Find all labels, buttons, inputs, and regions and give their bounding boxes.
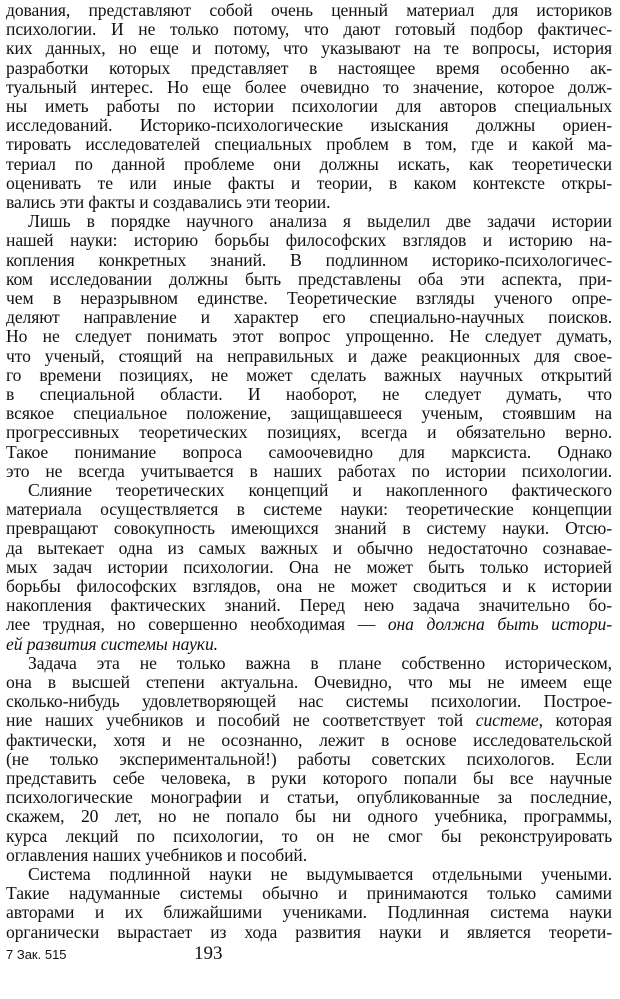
- text-run: ние наших учебников и пособий не соответствует той: [6, 710, 476, 731]
- text-line: борьбы философских взглядов, она не может сводиться и к истории: [6, 576, 612, 596]
- text-line: ком исследовании должны быть представлены оба эти аспекта, при-: [6, 268, 612, 289]
- text-line: Такие надуманные системы обычно и принимаются только самими: [6, 883, 612, 904]
- text-line: териал по данной проблеме они должны искать, как теоретически: [6, 153, 612, 174]
- text-line: фактически, хотя и не осознанно, лежит в основе исследовательской: [6, 729, 612, 750]
- paragraph-start-line: Система подлинной науки не выдумывается отдельными учеными.: [28, 864, 612, 884]
- book-page: [6, 0, 612, 999]
- text-line: исследований. Историко-психологические изыскания должны ориен-: [6, 115, 612, 136]
- text-line: вались эти факты и создавались эти теории.: [6, 192, 331, 212]
- text-line: Такое понимание вопроса самоочевидно для марксиста. Однако: [6, 441, 612, 462]
- text-line: психологии. И не только потому, что дают готовый подбор фактичес-: [6, 19, 612, 40]
- text-line: ких данных, но еще и потому, что указывают на те вопросы, история: [6, 38, 612, 59]
- text-line: органически вырастает из хода развития науки и является теорети-: [6, 921, 612, 942]
- text-line: ны иметь работы по истории психологии для авторов специальных: [6, 96, 612, 116]
- text-line: (не только экспериментальной!) работы советских психологов. Если: [6, 748, 612, 769]
- text-line: [6, 614, 612, 634]
- text-line: сколько-нибудь удовлетворяющей нас системы психологии. Построе-: [6, 691, 612, 712]
- text-line: нашей науки: историю борьбы философских взглядов и историю на-: [6, 230, 612, 251]
- text-run: лее трудная, но совершенно необходимая —: [6, 614, 388, 635]
- text-line: накопления фактических знаний. Перед нею задача значительно бо-: [6, 595, 612, 616]
- text-line: курса лекций по психологии, то он не смог бы реконструировать: [6, 825, 612, 846]
- text-line: дования, представляют собой очень ценный материал для историков: [6, 0, 612, 20]
- text-line: разработки которых представляет в настоящее время особенно ак-: [6, 57, 612, 78]
- text-run: , которая: [538, 710, 612, 731]
- text-line: оценивать те или иные факты и теории, в каком контексте откры-: [6, 172, 612, 193]
- italic-text-line: ей развития системы науки.: [6, 633, 218, 654]
- text-line: го времени позициях, не может сделать важных научных открытий: [6, 364, 612, 385]
- text-line: в специальной области. И наоборот, не следует думать, что: [6, 384, 612, 404]
- print-mark: 7 Зак. 515: [6, 946, 67, 962]
- text-line: чем в неразрывном единстве. Теоретические взгляды ученого опре-: [6, 288, 612, 308]
- text-line: психологические монографии и статьи, опубликованные за последние,: [6, 787, 612, 808]
- text-line: это не всегда учитывается в наших работах по истории психологии.: [6, 460, 612, 481]
- italic-emphasis: она должна быть истори-: [387, 614, 613, 635]
- paragraph-start-line: Слияние теоретических концепций и накопленного фактического: [28, 480, 612, 500]
- page-number: 193: [194, 942, 223, 964]
- text-line: [6, 710, 612, 730]
- text-line: копления конкретных знаний. В подлинном историко-психологичес-: [6, 249, 612, 270]
- text-line: деляют направление и характер его специально-научных поисков.: [6, 307, 612, 328]
- text-line: материала осуществляется в системе науки: теоретические концепции: [6, 499, 612, 520]
- text-line: прогрессивных теоретических позициях, всегда и обязательно верно.: [6, 422, 612, 443]
- text-line: всякое специальное положение, защищавшееся ученым, стоявшим на: [6, 403, 612, 424]
- text-line: туальный интерес. Но еще более очевидно то значение, которое долж-: [6, 76, 612, 97]
- text-line: скажем, 20 лет, но не попало бы ни одного учебника, программы,: [6, 806, 612, 827]
- text-line: авторами и их ближайшими учениками. Подлинная система науки: [6, 902, 612, 923]
- text-line: да вытекает одна из самых важных и обычно недостаточно сознавае-: [6, 537, 612, 558]
- text-line: что ученый, стоящий на неправильных и даже реакционных для свое-: [6, 345, 612, 366]
- text-line: тировать исследователей специальных проблем в том, где и какой ма-: [6, 134, 612, 155]
- paragraph-start-line: Лишь в порядке научного анализа я выделил две задачи истории: [28, 211, 612, 232]
- paragraph-start-line: Задача эта не только важна в плане собственно историческом,: [28, 652, 612, 673]
- text-line: представить себе человека, в руки которого попали бы все научные: [6, 768, 612, 788]
- text-line: мых задач истории психологии. Она не может быть только историей: [6, 556, 612, 577]
- text-line: оглавления наших учебников и пособий.: [6, 844, 308, 865]
- text-line: она в высшей степени актуальна. Очевидно, что мы не имеем еще: [6, 672, 612, 692]
- text-line: Но не следует понимать этот вопрос упрощенно. Не следует думать,: [6, 326, 612, 347]
- italic-emphasis: системе: [475, 710, 539, 731]
- text-line: превращают совокупность имеющихся знаний в систему науки. Отсю-: [6, 518, 612, 539]
